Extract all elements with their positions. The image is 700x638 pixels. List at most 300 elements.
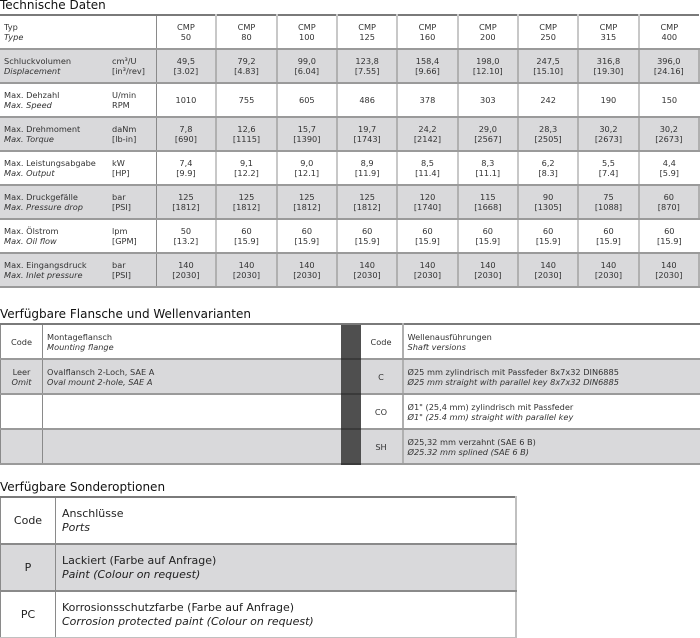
value-cell bbox=[639, 185, 699, 219]
value-cell-text: [15.9] bbox=[657, 236, 682, 246]
value-cell-text: [1740] bbox=[413, 202, 442, 212]
flange-description bbox=[43, 429, 341, 464]
value-cell bbox=[337, 219, 397, 253]
option-description-text: Lackiert (Farbe auf Anfrage) bbox=[62, 553, 217, 567]
unit-label-text: bar bbox=[112, 192, 126, 202]
parameter-label-text: Max. Ölstrom bbox=[4, 226, 59, 236]
shaft-description-text: Ø1" (25,4 mm) zylindrisch mit Passfeder bbox=[407, 401, 574, 412]
value-cell-text: [2673] bbox=[594, 134, 623, 144]
model-header bbox=[156, 15, 216, 49]
option-code bbox=[1, 544, 56, 591]
shaft-description-en: Ø1" (25.4 mm) straight with parallel key bbox=[407, 411, 574, 422]
value-cell-text: 60 bbox=[301, 226, 313, 236]
flange-shaft-table bbox=[0, 323, 700, 465]
table-row bbox=[1, 591, 517, 638]
value-cell-text: 150 bbox=[661, 95, 678, 105]
unit-label-text: [HP] bbox=[112, 168, 130, 178]
flange-description bbox=[43, 394, 341, 429]
value-cell-text: [870] bbox=[657, 202, 680, 212]
unit-label-text: [GPM] bbox=[112, 236, 137, 246]
value-cell-text: 123,8 bbox=[355, 56, 379, 66]
flange-description-en: Mounting flange bbox=[47, 341, 114, 352]
column-separator bbox=[341, 324, 361, 359]
value-cell-text: [15.9] bbox=[415, 236, 440, 246]
table-row bbox=[0, 83, 699, 117]
option-description-en: Paint (Colour on request) bbox=[62, 567, 201, 581]
value-cell-text: 140 bbox=[178, 260, 194, 270]
value-cell-text: [24.16] bbox=[653, 66, 684, 76]
unit-label bbox=[109, 117, 156, 151]
value-cell-text: [2030] bbox=[534, 270, 562, 280]
value-cell-text: [12.2] bbox=[234, 168, 259, 178]
value-cell-text: [13.2] bbox=[173, 236, 199, 246]
model-header-text: 80 bbox=[241, 32, 252, 42]
parameter-label-en: Max. Speed bbox=[4, 100, 52, 110]
model-header bbox=[518, 15, 578, 49]
value-cell-text: [2030] bbox=[353, 270, 381, 280]
value-cell bbox=[216, 219, 276, 253]
value-cell bbox=[639, 219, 699, 253]
value-cell bbox=[639, 49, 699, 83]
flange-code-text: Code bbox=[11, 336, 32, 347]
parameter-label bbox=[0, 151, 109, 185]
parameter-label-en: Max. Pressure drop bbox=[4, 202, 83, 212]
value-cell-text: 242 bbox=[540, 95, 556, 105]
value-cell-text: [690] bbox=[174, 134, 197, 144]
value-cell-text: [2142] bbox=[413, 134, 442, 144]
value-cell-text: [2030] bbox=[293, 270, 321, 280]
value-cell-text: 15,7 bbox=[297, 124, 316, 134]
unit-label-text: kW bbox=[112, 158, 125, 168]
value-cell bbox=[216, 151, 276, 185]
value-cell-text: 1010 bbox=[175, 95, 197, 105]
table-row bbox=[0, 253, 699, 287]
parameter-label-text: Max. Drehmoment bbox=[4, 124, 81, 134]
value-cell-text: 140 bbox=[419, 260, 436, 270]
value-cell bbox=[578, 185, 638, 219]
flange-description bbox=[43, 359, 341, 394]
value-cell bbox=[397, 219, 457, 253]
parameter-label-text: Schluckvolumen bbox=[4, 56, 72, 66]
parameter-label-en: Displacement bbox=[4, 66, 61, 76]
value-cell-text: [6.04] bbox=[294, 66, 320, 76]
value-cell-text: 303 bbox=[479, 95, 496, 105]
value-cell bbox=[337, 49, 397, 83]
unit-label-text: [lb-in] bbox=[112, 134, 137, 144]
table-header-row bbox=[0, 15, 699, 49]
parameter-label bbox=[0, 49, 109, 83]
value-cell-text: [2030] bbox=[655, 270, 683, 280]
shaft-description bbox=[403, 359, 700, 394]
model-header-text: CMP bbox=[539, 22, 557, 32]
value-cell-text: 60 bbox=[361, 226, 373, 236]
table-row bbox=[1, 324, 700, 359]
value-cell bbox=[156, 151, 216, 185]
value-cell-text: 9,0 bbox=[300, 158, 314, 168]
parameter-label bbox=[0, 185, 109, 219]
value-cell-text: 158,4 bbox=[415, 56, 440, 66]
value-cell bbox=[458, 185, 518, 219]
unit-label bbox=[109, 151, 156, 185]
value-cell bbox=[277, 151, 337, 185]
value-cell bbox=[578, 49, 638, 83]
shaft-description-en: Ø25 mm straight with parallel key 8x7x32 DIN6885 bbox=[407, 376, 619, 387]
option-description bbox=[56, 591, 517, 638]
option-code bbox=[1, 497, 56, 544]
value-cell-text: [12.1] bbox=[294, 168, 320, 178]
table-row bbox=[1, 497, 517, 544]
value-cell bbox=[277, 185, 337, 219]
value-cell bbox=[639, 117, 699, 151]
value-cell-text: 60 bbox=[482, 226, 494, 236]
value-cell bbox=[337, 185, 397, 219]
value-cell-text: [15.9] bbox=[354, 236, 380, 246]
shaft-description-en: Shaft versions bbox=[407, 341, 466, 352]
value-cell bbox=[458, 253, 518, 287]
shaft-code bbox=[361, 324, 403, 359]
value-cell bbox=[639, 151, 699, 185]
value-cell bbox=[216, 49, 276, 83]
parameter-label-text: Max. Leistungsabgabe bbox=[4, 158, 96, 168]
value-cell-text: [15.9] bbox=[294, 236, 320, 246]
value-cell bbox=[397, 185, 457, 219]
parameter-label bbox=[0, 253, 109, 287]
value-cell-text: 60 bbox=[664, 226, 675, 236]
unit-label bbox=[109, 49, 156, 83]
shaft-code-text: Code bbox=[370, 336, 392, 347]
value-cell-text: 120 bbox=[419, 192, 436, 202]
shaft-code bbox=[361, 359, 403, 394]
value-cell-text: 125 bbox=[178, 192, 194, 202]
value-cell bbox=[458, 117, 518, 151]
model-header-text: CMP bbox=[478, 22, 497, 32]
column-separator bbox=[341, 359, 361, 394]
shaft-code bbox=[361, 429, 403, 464]
value-cell-text: 50 bbox=[180, 226, 192, 236]
value-cell bbox=[337, 117, 397, 151]
table-row bbox=[1, 394, 700, 429]
table-row bbox=[1, 429, 700, 464]
value-cell-text: [15.9] bbox=[535, 236, 561, 246]
model-header-text: CMP bbox=[177, 22, 195, 32]
value-cell-text: [2030] bbox=[413, 270, 442, 280]
table-row bbox=[0, 185, 699, 219]
value-cell bbox=[578, 253, 638, 287]
value-cell-text: 605 bbox=[299, 95, 315, 105]
value-cell bbox=[397, 83, 457, 117]
model-header-text: CMP bbox=[660, 22, 679, 32]
value-cell-text: 90 bbox=[542, 192, 554, 202]
technical-data-title: Technische Daten bbox=[0, 0, 106, 12]
unit-label bbox=[109, 219, 156, 253]
value-cell bbox=[518, 253, 578, 287]
flange-code-text: Leer bbox=[12, 366, 31, 377]
model-header-text: CMP bbox=[358, 22, 376, 32]
model-header-text: CMP bbox=[237, 22, 256, 32]
option-description-text: Anschlüsse bbox=[62, 506, 124, 520]
value-cell bbox=[518, 185, 578, 219]
value-cell-text: [1390] bbox=[293, 134, 321, 144]
unit-label bbox=[109, 83, 156, 117]
column-separator bbox=[341, 429, 361, 464]
value-cell bbox=[156, 83, 216, 117]
model-header bbox=[337, 15, 397, 49]
value-cell-text: [1743] bbox=[353, 134, 381, 144]
value-cell-text: 7,8 bbox=[179, 124, 193, 134]
value-cell-text: [4.83] bbox=[234, 66, 259, 76]
unit-label-text: lpm bbox=[112, 226, 128, 236]
table-row bbox=[0, 117, 699, 151]
model-header-text: 160 bbox=[419, 32, 436, 42]
unit-label-text: [in³/rev] bbox=[112, 66, 145, 76]
flange-code bbox=[1, 394, 43, 429]
flange-description-text: Ovalflansch 2-Loch, SAE A bbox=[47, 366, 155, 377]
option-code bbox=[1, 591, 56, 638]
value-cell-text: 125 bbox=[238, 192, 255, 202]
value-cell-text: 8,3 bbox=[481, 158, 495, 168]
value-cell-text: [9.9] bbox=[176, 168, 196, 178]
option-description-text: Korrosionsschutzfarbe (Farbe auf Anfrage) bbox=[62, 600, 295, 614]
type-label bbox=[0, 15, 109, 49]
shaft-description bbox=[403, 324, 700, 359]
value-cell-text: 115 bbox=[479, 192, 496, 202]
value-cell-text: 75 bbox=[603, 192, 614, 202]
value-cell-text: [1812] bbox=[293, 202, 321, 212]
table-row bbox=[1, 544, 517, 591]
value-cell-text: 60 bbox=[422, 226, 433, 236]
value-cell-text: 60 bbox=[663, 192, 675, 202]
model-header-text: 400 bbox=[661, 32, 678, 42]
parameter-label-text: Max. Druckgefälle bbox=[4, 192, 78, 202]
value-cell-text: 99,0 bbox=[297, 56, 316, 66]
column-separator bbox=[341, 394, 361, 429]
value-cell-text: 30,2 bbox=[659, 124, 678, 134]
value-cell bbox=[578, 117, 638, 151]
flange-description-text: Montageflansch bbox=[47, 331, 113, 342]
value-cell-text: [2505] bbox=[534, 134, 562, 144]
value-cell bbox=[458, 151, 518, 185]
value-cell bbox=[156, 219, 216, 253]
value-cell-text: 24,2 bbox=[418, 124, 437, 134]
value-cell-text: [11.9] bbox=[354, 168, 380, 178]
shaft-description bbox=[403, 429, 700, 464]
value-cell-text: [1115] bbox=[232, 134, 261, 144]
value-cell-text: 316,8 bbox=[596, 56, 621, 66]
value-cell-text: 140 bbox=[479, 260, 496, 270]
value-cell-text: 5,5 bbox=[601, 158, 615, 168]
value-cell-text: 6,2 bbox=[541, 158, 555, 168]
value-cell bbox=[518, 83, 578, 117]
value-cell-text: [11.4] bbox=[415, 168, 440, 178]
value-cell-text: [15.9] bbox=[234, 236, 259, 246]
value-cell-text: 60 bbox=[603, 226, 614, 236]
unit-cell bbox=[109, 15, 156, 49]
unit-label-text: cm³/U bbox=[112, 56, 137, 66]
unit-label-text: daNm bbox=[112, 124, 137, 134]
shaft-description-text: Wellenausführungen bbox=[407, 331, 492, 342]
unit-label bbox=[109, 185, 156, 219]
unit-label-text: bar bbox=[112, 260, 126, 270]
model-header bbox=[578, 15, 638, 49]
value-cell-text: 125 bbox=[359, 192, 375, 202]
value-cell bbox=[578, 83, 638, 117]
value-cell-text: 140 bbox=[600, 260, 617, 270]
special-options-table bbox=[0, 496, 517, 638]
option-code-text: PC bbox=[20, 607, 36, 621]
value-cell-text: [3.02] bbox=[173, 66, 199, 76]
special-options-title: Verfügbare Sonderoptionen bbox=[0, 480, 166, 494]
value-cell bbox=[397, 49, 457, 83]
model-header bbox=[216, 15, 276, 49]
model-header bbox=[277, 15, 337, 49]
value-cell-text: 60 bbox=[542, 226, 554, 236]
unit-label-text: RPM bbox=[112, 100, 130, 110]
shaft-description-text: Ø25,32 mm verzahnt (SAE 6 B) bbox=[407, 436, 536, 447]
value-cell-text: [1812] bbox=[172, 202, 200, 212]
value-cell-text: 60 bbox=[241, 226, 252, 236]
value-cell bbox=[578, 219, 638, 253]
parameter-label-en: Max. Inlet pressure bbox=[4, 270, 83, 280]
value-cell bbox=[337, 253, 397, 287]
model-header-text: 250 bbox=[540, 32, 556, 42]
value-cell-text: 8,9 bbox=[360, 158, 374, 168]
shaft-description-en: Ø25.32 mm splined (SAE 6 B) bbox=[407, 446, 529, 457]
value-cell-text: [1812] bbox=[232, 202, 261, 212]
value-cell-text: 125 bbox=[299, 192, 315, 202]
value-cell-text: [1668] bbox=[474, 202, 502, 212]
value-cell bbox=[277, 117, 337, 151]
value-cell bbox=[337, 83, 397, 117]
shaft-code-text: SH bbox=[375, 441, 387, 452]
shaft-code-text: C bbox=[378, 371, 384, 382]
value-cell-text: 140 bbox=[238, 260, 255, 270]
model-header-text: 200 bbox=[479, 32, 496, 42]
parameter-label bbox=[0, 117, 109, 151]
value-cell bbox=[156, 185, 216, 219]
value-cell-text: 19,7 bbox=[358, 124, 377, 134]
value-cell bbox=[337, 151, 397, 185]
value-cell-text: 396,0 bbox=[657, 56, 681, 66]
unit-label-text: U/min bbox=[112, 90, 137, 100]
model-header-text: 100 bbox=[299, 32, 315, 42]
value-cell-text: [2030] bbox=[474, 270, 502, 280]
value-cell-text: 29,0 bbox=[478, 124, 497, 134]
model-header-text: CMP bbox=[599, 22, 618, 32]
value-cell bbox=[216, 185, 276, 219]
value-cell-text: 486 bbox=[359, 95, 375, 105]
option-code-text: P bbox=[24, 560, 32, 574]
model-header-text: 125 bbox=[359, 32, 375, 42]
table-row bbox=[0, 49, 699, 83]
value-cell bbox=[518, 117, 578, 151]
value-cell bbox=[578, 151, 638, 185]
value-cell bbox=[639, 83, 699, 117]
option-description bbox=[56, 544, 517, 591]
value-cell-text: [7.55] bbox=[354, 66, 380, 76]
shaft-description-text: Ø25 mm zylindrisch mit Passfeder 8x7x32 DIN6885 bbox=[407, 366, 619, 377]
model-header bbox=[458, 15, 518, 49]
flange-code bbox=[1, 429, 43, 464]
table-row bbox=[0, 151, 699, 185]
flange-shaft-title: Verfügbare Flansche und Wellenvarianten bbox=[0, 307, 251, 321]
value-cell-text: 49,5 bbox=[176, 56, 196, 66]
parameter-label-en: Max. Torque bbox=[4, 134, 54, 144]
shaft-code bbox=[361, 394, 403, 429]
value-cell-text: [8.3] bbox=[538, 168, 558, 178]
value-cell-text: 140 bbox=[660, 260, 677, 270]
option-description bbox=[56, 497, 517, 544]
value-cell bbox=[277, 219, 337, 253]
value-cell-text: 79,2 bbox=[237, 56, 256, 66]
value-cell-text: 198,0 bbox=[476, 56, 500, 66]
value-cell-text: [1812] bbox=[353, 202, 381, 212]
value-cell bbox=[458, 219, 518, 253]
value-cell-text: 7,4 bbox=[179, 158, 193, 168]
option-description-en: Ports bbox=[62, 520, 90, 534]
value-cell-text: 190 bbox=[600, 95, 617, 105]
parameter-label-en: Max. Output bbox=[4, 168, 55, 178]
shaft-code-text: CO bbox=[374, 406, 388, 417]
value-cell bbox=[216, 253, 276, 287]
value-cell bbox=[518, 49, 578, 83]
value-cell-text: [15.9] bbox=[475, 236, 501, 246]
parameter-label-en: Max. Oil flow bbox=[4, 236, 57, 246]
unit-label bbox=[109, 253, 156, 287]
value-cell-text: [15.10] bbox=[533, 66, 564, 76]
value-cell-text: [11.1] bbox=[475, 168, 501, 178]
value-cell-text: 140 bbox=[359, 260, 375, 270]
value-cell bbox=[639, 253, 699, 287]
value-cell-text: [5.9] bbox=[659, 168, 680, 178]
value-cell-text: 30,2 bbox=[599, 124, 618, 134]
value-cell bbox=[277, 83, 337, 117]
flange-code bbox=[1, 359, 43, 394]
flange-code-en: Omit bbox=[11, 376, 32, 387]
flange-description bbox=[43, 324, 341, 359]
value-cell bbox=[216, 83, 276, 117]
value-cell bbox=[156, 49, 216, 83]
flange-code bbox=[1, 324, 43, 359]
value-cell bbox=[156, 117, 216, 151]
type-label-en: Type bbox=[4, 32, 24, 42]
value-cell-text: [19.30] bbox=[593, 66, 624, 76]
value-cell-text: [9.66] bbox=[415, 66, 440, 76]
parameter-label bbox=[0, 219, 109, 253]
value-cell-text: [1305] bbox=[534, 202, 562, 212]
model-header bbox=[397, 15, 457, 49]
value-cell-text: [2030] bbox=[232, 270, 261, 280]
value-cell-text: 140 bbox=[299, 260, 315, 270]
value-cell-text: [2673] bbox=[655, 134, 683, 144]
value-cell-text: 28,3 bbox=[539, 124, 558, 134]
value-cell-text: 12,6 bbox=[237, 124, 256, 134]
unit-label-text: [PSI] bbox=[112, 202, 131, 212]
value-cell-text: 755 bbox=[238, 95, 255, 105]
value-cell-text: 140 bbox=[540, 260, 556, 270]
value-cell bbox=[518, 151, 578, 185]
value-cell bbox=[397, 253, 457, 287]
value-cell-text: [2567] bbox=[474, 134, 502, 144]
parameter-label-text: Max. Eingangsdruck bbox=[4, 260, 87, 270]
value-cell-text: [2030] bbox=[172, 270, 200, 280]
option-description-en: Corrosion protected paint (Colour on request) bbox=[62, 614, 314, 628]
option-code-text: Code bbox=[13, 513, 43, 527]
value-cell-text: [2030] bbox=[594, 270, 623, 280]
value-cell-text: 8,5 bbox=[420, 158, 434, 168]
value-cell bbox=[458, 49, 518, 83]
parameter-label-text: Max. Dehzahl bbox=[4, 90, 60, 100]
value-cell bbox=[277, 49, 337, 83]
